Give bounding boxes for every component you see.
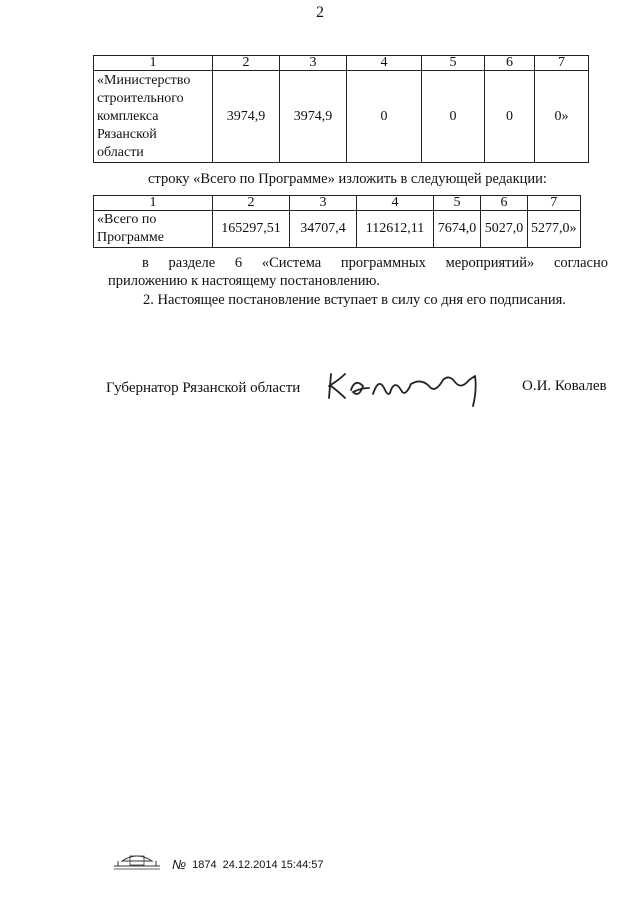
value-cell: 3974,9 (280, 71, 347, 163)
row-name-line: «Министерство (97, 72, 191, 88)
row-name-line: строительного (97, 90, 184, 106)
header-cell: 2 (213, 196, 290, 211)
governor-name: О.И. Ковалев (522, 378, 607, 394)
decree-paragraph: 2. Настоящее постановление вступает в силу со дня его подписания. (143, 292, 566, 308)
header-cell: 5 (434, 196, 481, 211)
row-name-line: «Всего по (97, 212, 157, 227)
value-cell: 0 (422, 71, 485, 163)
section6-line1 (108, 254, 608, 272)
registration-footer (108, 852, 324, 877)
header-cell: 4 (347, 56, 422, 71)
value-cell: 165297,51 (213, 211, 290, 248)
governor-position: Губернатор Рязанской области (106, 380, 301, 396)
word: разделе (168, 255, 216, 271)
value-cell: 0 (347, 71, 422, 163)
value-cell: 34707,4 (290, 211, 357, 248)
header-cell: 1 (94, 56, 213, 71)
registration-number: 1874 (192, 858, 217, 871)
row-name-line: области (97, 144, 144, 160)
value-cell: 5277,0» (528, 211, 581, 248)
value-cell: 5027,0 (481, 211, 528, 248)
row-name-cell (94, 211, 213, 248)
header-cell: 2 (213, 56, 280, 71)
row-name-cell (94, 71, 213, 163)
handwritten-signature (325, 368, 490, 415)
government-stamp (108, 852, 166, 877)
registration-number-symbol: № (172, 857, 187, 872)
page-number: 2 (316, 4, 324, 21)
value-cell: 3974,9 (213, 71, 280, 163)
table-header-row (94, 56, 589, 71)
header-cell: 1 (94, 196, 213, 211)
header-cell: 5 (422, 56, 485, 71)
word: «Система (261, 255, 322, 271)
section6-line2: приложению к настоящему постановлению. (108, 273, 380, 289)
intro-paragraph: строку «Всего по Программе» изложить в следующей редакции: (148, 171, 547, 187)
row-name-line: Рязанской (97, 126, 157, 142)
value-cell: 0 (485, 71, 535, 163)
header-cell: 7 (528, 196, 581, 211)
value-cell: 7674,0 (434, 211, 481, 248)
value-cell: 0» (535, 71, 589, 163)
table-row (94, 71, 589, 163)
value-cell: 112612,11 (357, 211, 434, 248)
word: программных (340, 255, 426, 271)
program-total-table (93, 195, 581, 248)
header-cell: 6 (481, 196, 528, 211)
table-header-row (94, 196, 581, 211)
row-name-line: комплекса (97, 108, 159, 124)
header-cell: 7 (535, 56, 589, 71)
header-cell: 3 (280, 56, 347, 71)
header-cell: 3 (290, 196, 357, 211)
header-cell: 6 (485, 56, 535, 71)
header-cell: 4 (357, 196, 434, 211)
table-row (94, 211, 581, 248)
word: мероприятий» (445, 255, 535, 271)
word: 6 (234, 255, 243, 271)
row-name-line: Программе (97, 230, 164, 245)
section6-paragraph (108, 254, 608, 290)
ministry-table (93, 55, 589, 163)
registration-datetime: 24.12.2014 15:44:57 (222, 858, 324, 871)
word: в (142, 255, 149, 271)
word: согласно (553, 255, 608, 271)
